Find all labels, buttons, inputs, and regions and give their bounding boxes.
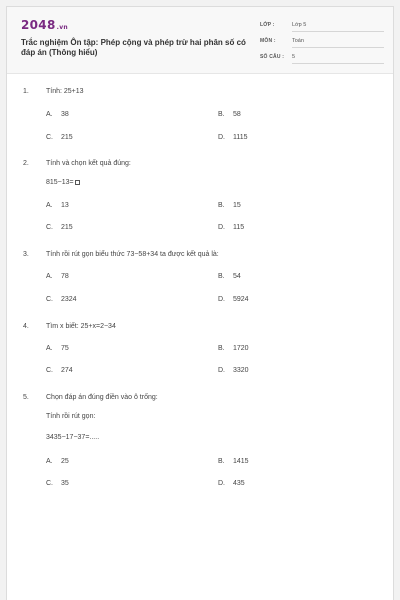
option-a[interactable]	[46, 273, 69, 280]
option-letter: B.	[218, 111, 225, 118]
option-text: 58	[233, 111, 241, 118]
question-expression: 3435−17−37=.....	[46, 434, 100, 441]
option-b[interactable]	[218, 345, 249, 352]
site-logo[interactable]	[21, 18, 68, 32]
option-b[interactable]	[218, 273, 241, 280]
meta-subject	[260, 37, 384, 49]
option-a[interactable]	[46, 111, 69, 118]
option-letter: C.	[46, 367, 53, 374]
option-text: 115	[233, 224, 245, 231]
option-text: 1720	[233, 345, 249, 352]
option-letter: D.	[218, 367, 225, 374]
meta-class-label: LỚP :	[260, 22, 275, 28]
worksheet-title: Trắc nghiệm Ôn tập: Phép cộng và phép trừ hai phân số có đáp án (Thông hiểu)	[21, 38, 246, 57]
option-letter: B.	[218, 458, 225, 465]
option-c[interactable]	[46, 296, 77, 303]
option-letter: A.	[46, 111, 53, 118]
option-letter: B.	[218, 345, 225, 352]
option-c[interactable]	[46, 134, 73, 141]
blank-box-icon	[75, 180, 80, 185]
option-letter: D.	[218, 480, 225, 487]
question-subtext: Tính rồi rút gọn:	[46, 413, 96, 420]
question-expression	[46, 179, 80, 186]
expression-text: 815−13=	[46, 179, 74, 186]
question-text: Tính: 25+13	[46, 88, 84, 95]
option-c[interactable]	[46, 224, 73, 231]
option-text: 35	[61, 480, 69, 487]
option-text: 54	[233, 273, 241, 280]
meta-subject-label: MÔN :	[260, 38, 276, 44]
option-c[interactable]	[46, 367, 73, 374]
question-number: 5.	[23, 394, 29, 401]
option-text: 1415	[233, 458, 249, 465]
question-number: 1.	[23, 88, 29, 95]
option-letter: C.	[46, 134, 53, 141]
question-text: Chọn đáp án đúng điền vào ô trống:	[46, 394, 158, 401]
question-text: Tính rồi rút gọn biểu thức 73−58+34 ta được kết quả là:	[46, 251, 219, 258]
option-letter: C.	[46, 296, 53, 303]
option-letter: C.	[46, 480, 53, 487]
option-text: 78	[61, 273, 69, 280]
option-text: 2324	[61, 296, 77, 303]
meta-class	[260, 21, 384, 33]
option-a[interactable]	[46, 202, 69, 209]
meta-count	[260, 53, 384, 65]
option-letter: A.	[46, 273, 53, 280]
worksheet-page	[6, 6, 394, 600]
option-text: 3320	[233, 367, 249, 374]
option-text: 25	[61, 458, 69, 465]
option-letter: D.	[218, 134, 225, 141]
option-b[interactable]	[218, 458, 249, 465]
option-letter: A.	[46, 458, 53, 465]
option-b[interactable]	[218, 111, 241, 118]
logo-main: 2048	[21, 18, 56, 32]
option-letter: A.	[46, 202, 53, 209]
question-text: Tìm x biết: 25+x=2−34	[46, 323, 116, 330]
meta-count-label: SỐ CÂU :	[260, 54, 285, 60]
option-letter: C.	[46, 224, 53, 231]
option-a[interactable]	[46, 345, 69, 352]
meta-subject-value: Toán	[292, 37, 384, 48]
option-letter: B.	[218, 273, 225, 280]
option-text: 15	[233, 202, 241, 209]
question-number: 3.	[23, 251, 29, 258]
option-letter: A.	[46, 345, 53, 352]
option-b[interactable]	[218, 202, 241, 209]
option-d[interactable]	[218, 134, 248, 141]
option-text: 38	[61, 111, 69, 118]
option-letter: D.	[218, 296, 225, 303]
question-number: 2.	[23, 160, 29, 167]
option-text: 215	[61, 134, 73, 141]
option-d[interactable]	[218, 224, 244, 231]
question-text: Tính và chọn kết quả đúng:	[46, 160, 131, 167]
option-c[interactable]	[46, 480, 69, 487]
option-text: 435	[233, 480, 245, 487]
option-d[interactable]	[218, 367, 249, 374]
option-a[interactable]	[46, 458, 69, 465]
option-d[interactable]	[218, 296, 249, 303]
meta-class-value: Lớp 5	[292, 21, 384, 32]
logo-suffix: .vn	[56, 24, 68, 31]
meta-count-value: 5	[292, 53, 384, 64]
option-text: 75	[61, 345, 69, 352]
option-text: 215	[61, 224, 73, 231]
option-d[interactable]	[218, 480, 245, 487]
option-text: 1115	[233, 134, 248, 141]
option-text: 5924	[233, 296, 249, 303]
option-letter: D.	[218, 224, 225, 231]
option-letter: B.	[218, 202, 225, 209]
option-text: 13	[61, 202, 69, 209]
worksheet-header	[7, 7, 393, 74]
question-number: 4.	[23, 323, 29, 330]
option-text: 274	[61, 367, 73, 374]
